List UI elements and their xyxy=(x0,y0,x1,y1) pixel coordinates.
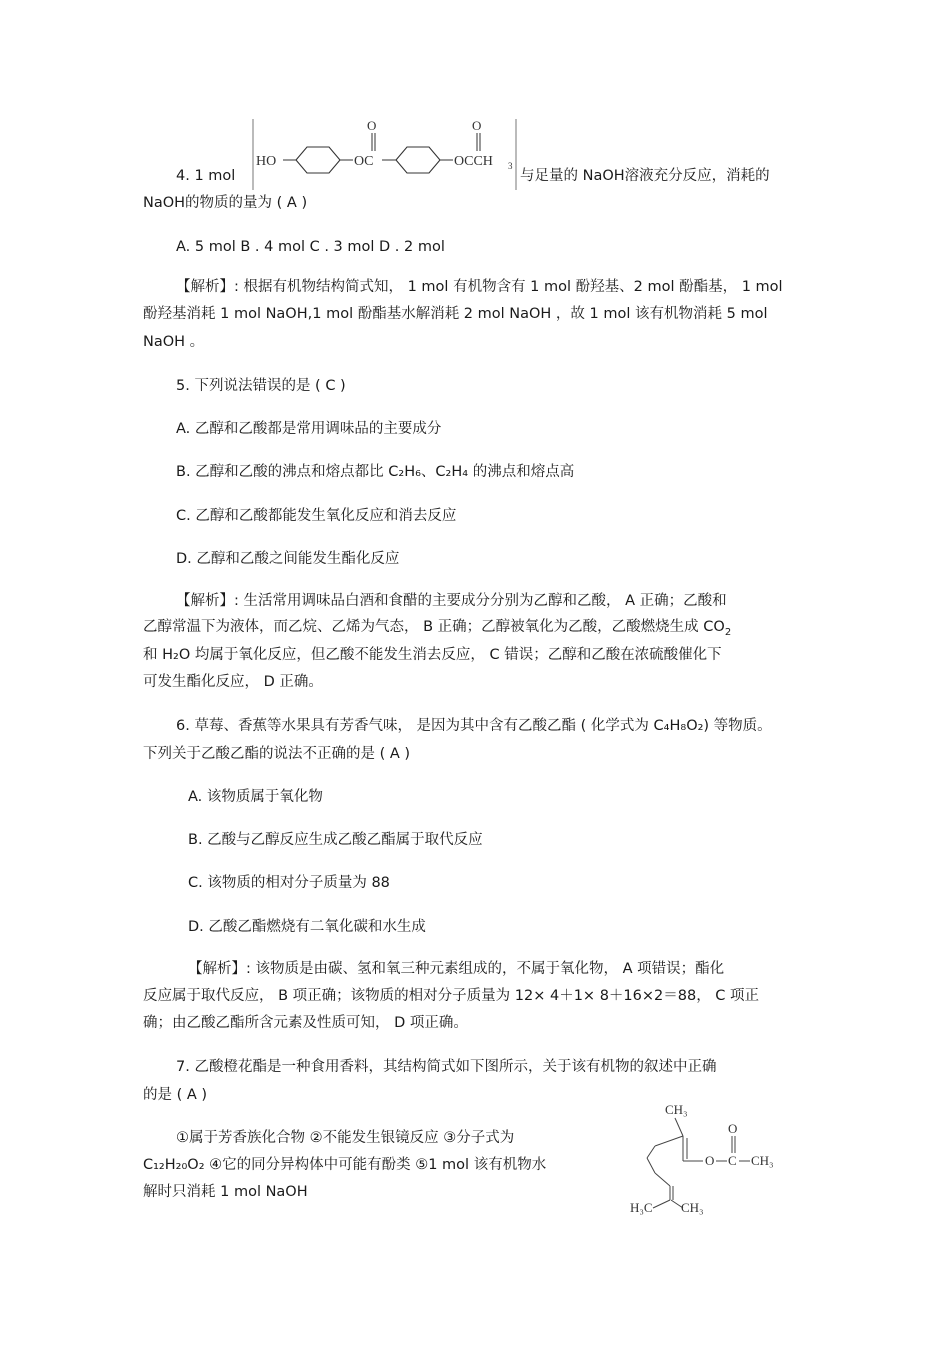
q4-analysis-line3: NaOH 。 xyxy=(143,334,205,350)
q5-analysis-line3: 和 H₂O 均属于氧化反应，但乙酸不能发生消去反应， C 错误；乙醇和乙酸在浓硫酸催化下 xyxy=(143,647,722,663)
q4-occh3-label: OCCH xyxy=(454,154,493,169)
q5-analysis-line1: 【解析】: 生活常用调味品白酒和食醋的主要成分分别为乙醇和乙酸， A 正确；乙酸和 xyxy=(176,593,727,609)
q6-analysis-line2: 反应属于取代反应， B 项正确；该物质的相对分子质量为 12× 4＋1× 8＋16×2＝88， C 项正 xyxy=(143,988,760,1004)
q7-structure-diagram xyxy=(625,1098,795,1223)
q4-analysis-line2: 酚羟基消耗 1 mol NaOH,1 mol 酚酯基水解消耗 2 mol NaOH ，故 1 mol 该有机物消耗 5 mol xyxy=(143,306,768,322)
q7-stem-line1: 7. 乙酸橙花酯是一种食用香料，其结构简式如下图所示，关于该有机物的叙述中正确 xyxy=(176,1059,717,1075)
q6-option-a: A. 该物质属于氧化物 xyxy=(188,789,323,805)
q4-carbonyl-o-2: O xyxy=(472,118,482,133)
q5-stem: 5. 下列说法错误的是 ( C ) xyxy=(176,378,346,394)
q4-options: A. 5 mol B . 4 mol C . 3 mol D . 2 mol xyxy=(176,239,445,255)
q6-option-d: D. 乙酸乙酯燃烧有二氧化碳和水生成 xyxy=(188,919,426,935)
q4-ho-label: HO xyxy=(256,154,277,169)
q5-option-c: C. 乙醇和乙酸都能发生氧化反应和消去反应 xyxy=(176,508,457,524)
q7-stem-line2: 的是 ( A ) xyxy=(143,1087,208,1103)
q7-carbonyl-o: O xyxy=(728,1121,738,1136)
q4-analysis-line1: 【解析】: 根据有机物结构简式知， 1 mol 有机物含有 1 mol 酚羟基、2 mol 酚酯基， 1 mol xyxy=(176,279,783,295)
q6-option-b: B. 乙酸与乙醇反应生成乙酸乙酯属于取代反应 xyxy=(188,832,483,848)
q7-ester-o: O xyxy=(705,1153,715,1168)
q5-analysis-line2 xyxy=(143,617,731,643)
q7-items-line1: ①属于芳香族化合物 ②不能发生银镜反应 ③分子式为 xyxy=(176,1130,515,1146)
q4-line1-suffix: 与足量的 NaOH溶液充分反应，消耗的 xyxy=(520,168,770,184)
q4-line2: NaOH的物质的量为 ( A ) xyxy=(143,195,308,211)
q5-analysis-line2-sub: 2 xyxy=(724,626,732,638)
q5-option-b: B. 乙醇和乙酸的沸点和熔点都比 C₂H₆、C₂H₄ 的沸点和熔点高 xyxy=(176,464,575,480)
q7-h3c: H₃C xyxy=(630,1200,653,1215)
q5-option-a: A. 乙醇和乙酸都是常用调味品的主要成分 xyxy=(176,421,442,437)
q4-carbonyl-o-1: O xyxy=(367,118,377,133)
q4-oc-label: OC xyxy=(354,154,374,169)
q5-option-d: D. 乙醇和乙酸之间能发生酯化反应 xyxy=(176,551,400,567)
q7-items-line3: 解时只消耗 1 mol NaOH xyxy=(143,1184,308,1200)
q4-structure-diagram xyxy=(250,115,520,195)
q7-carbonyl-c: C xyxy=(728,1153,737,1168)
q7-ch3-bottom: CH₃ xyxy=(681,1200,704,1215)
q6-analysis-line3: 确；由乙酸乙酯所含元素及性质可知， D 项正确。 xyxy=(143,1015,468,1031)
q5-analysis-line2-text: 乙醇常温下为液体，而乙烷、乙烯为气态， B 正确；乙醇被氧化为乙酸，乙酸燃烧生成 CO xyxy=(143,619,725,635)
q5-analysis-line4: 可发生酯化反应， D 正确。 xyxy=(143,674,323,690)
q7-ch3-right: CH₃ xyxy=(751,1153,774,1168)
q6-stem-line1: 6. 草莓、香蕉等水果具有芳香气味， 是因为其中含有乙酸乙酯 ( 化学式为 C₄H₈O₂) 等物质。 xyxy=(176,718,772,734)
q7-items-line2: C₁₂H₂₀O₂ ④它的同分异构体中可能有酚类 ⑤1 mol 该有机物水 xyxy=(143,1157,547,1173)
q6-analysis-line1: 【解析】: 该物质是由碳、氢和氧三种元素组成的，不属于氧化物， A 项错误；酯化 xyxy=(188,961,725,977)
q4-sub3-label: 3 xyxy=(508,161,513,171)
q6-stem-line2: 下列关于乙酸乙酯的说法不正确的是 ( A ) xyxy=(143,746,411,762)
q4-line1-prefix: 4. 1 mol xyxy=(176,168,236,184)
q6-option-c: C. 该物质的相对分子质量为 88 xyxy=(188,875,390,891)
q7-ch3-top: CH₃ xyxy=(665,1102,688,1117)
